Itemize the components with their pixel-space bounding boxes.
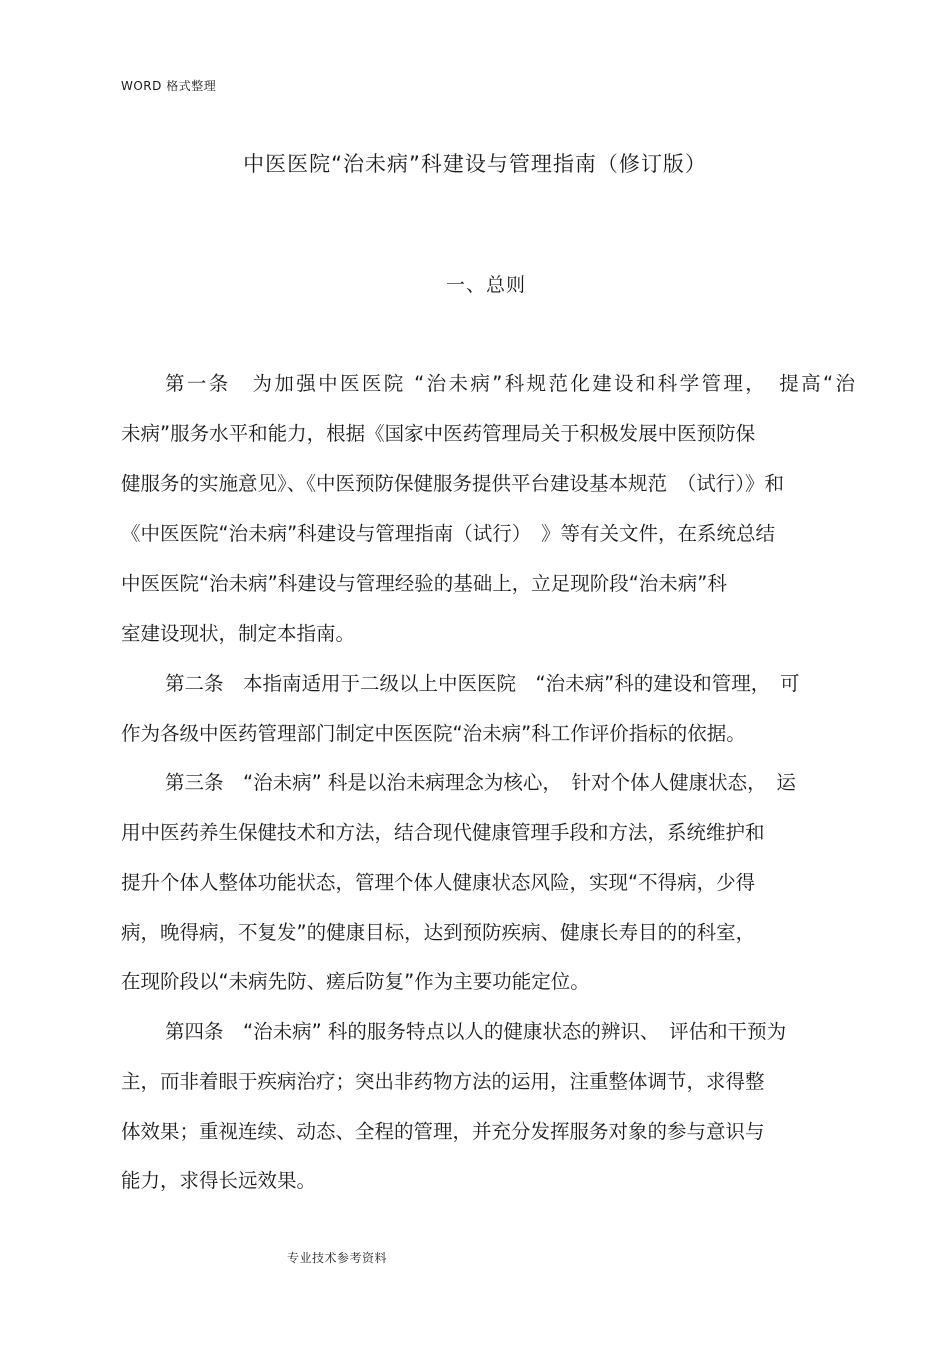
paragraph-line: 病，晚得病，不复发”的健康目标，达到预防疾病、健康长寿目的的科室， xyxy=(121,921,756,944)
paragraph-line: 《中医医院“治未病”科建设与管理指南（试行） 》等有关文件，在系统总结 xyxy=(121,522,775,545)
paragraph-line: 室建设现状，制定本指南。 xyxy=(121,622,356,645)
paragraph-line: 第三条 “治未病” 科是以治未病理念为核心， 针对个体人健康状态， 运 xyxy=(165,771,796,794)
paragraph-line: 提升个体人整体功能状态，管理个体人健康状态风险，实现“不得病，少得 xyxy=(121,871,756,894)
page-header: WORD 格式整理 xyxy=(121,79,217,93)
paragraph-line: 能力，求得长远效果。 xyxy=(121,1169,317,1192)
paragraph-line: 用中医药养生保健技术和方法，结合现代健康管理手段和方法，系统维护和 xyxy=(121,821,765,844)
paragraph-line: 第二条 本指南适用于二级以上中医医院 “治未病”科的建设和管理， 可 xyxy=(165,672,800,695)
paragraph-line: 未病”服务水平和能力，根据《国家中医药管理局关于积极发展中医预防保 xyxy=(121,422,756,445)
page-footer: 专业技术参考资料 xyxy=(287,1251,388,1265)
paragraph-line: 第四条 “治未病” 科的服务特点以人的健康状态的辨识、 评估和干预为 xyxy=(165,1020,787,1043)
document-title: 中医医院“治未病”科建设与管理指南（修订版） xyxy=(243,152,707,176)
section-heading: 一、总则 xyxy=(445,274,526,296)
paragraph-line: 第一条 为加强中医医院 “治未病”科规范化建设和科学管理， 提高“治 xyxy=(165,372,855,395)
paragraph-line: 中医医院“治未病”科建设与管理经验的基础上，立足现阶段“治未病”科 xyxy=(121,572,727,595)
paragraph-line: 作为各级中医药管理部门制定中医医院“治未病”科工作评价指标的依据。 xyxy=(121,722,746,745)
paragraph-line: 主，而非着眼于疾病治疗；突出非药物方法的运用，注重整体调节，求得整 xyxy=(121,1070,765,1093)
paragraph-line: 健服务的实施意见》、《中医预防保健服务提供平台建设基本规范 （试行）》和 xyxy=(121,472,785,495)
paragraph-line: 体效果；重视连续、动态、全程的管理，并充分发挥服务对象的参与意识与 xyxy=(121,1120,765,1143)
paragraph-line: 在现阶段以“未病先防、瘥后防复”作为主要功能定位。 xyxy=(121,970,590,993)
